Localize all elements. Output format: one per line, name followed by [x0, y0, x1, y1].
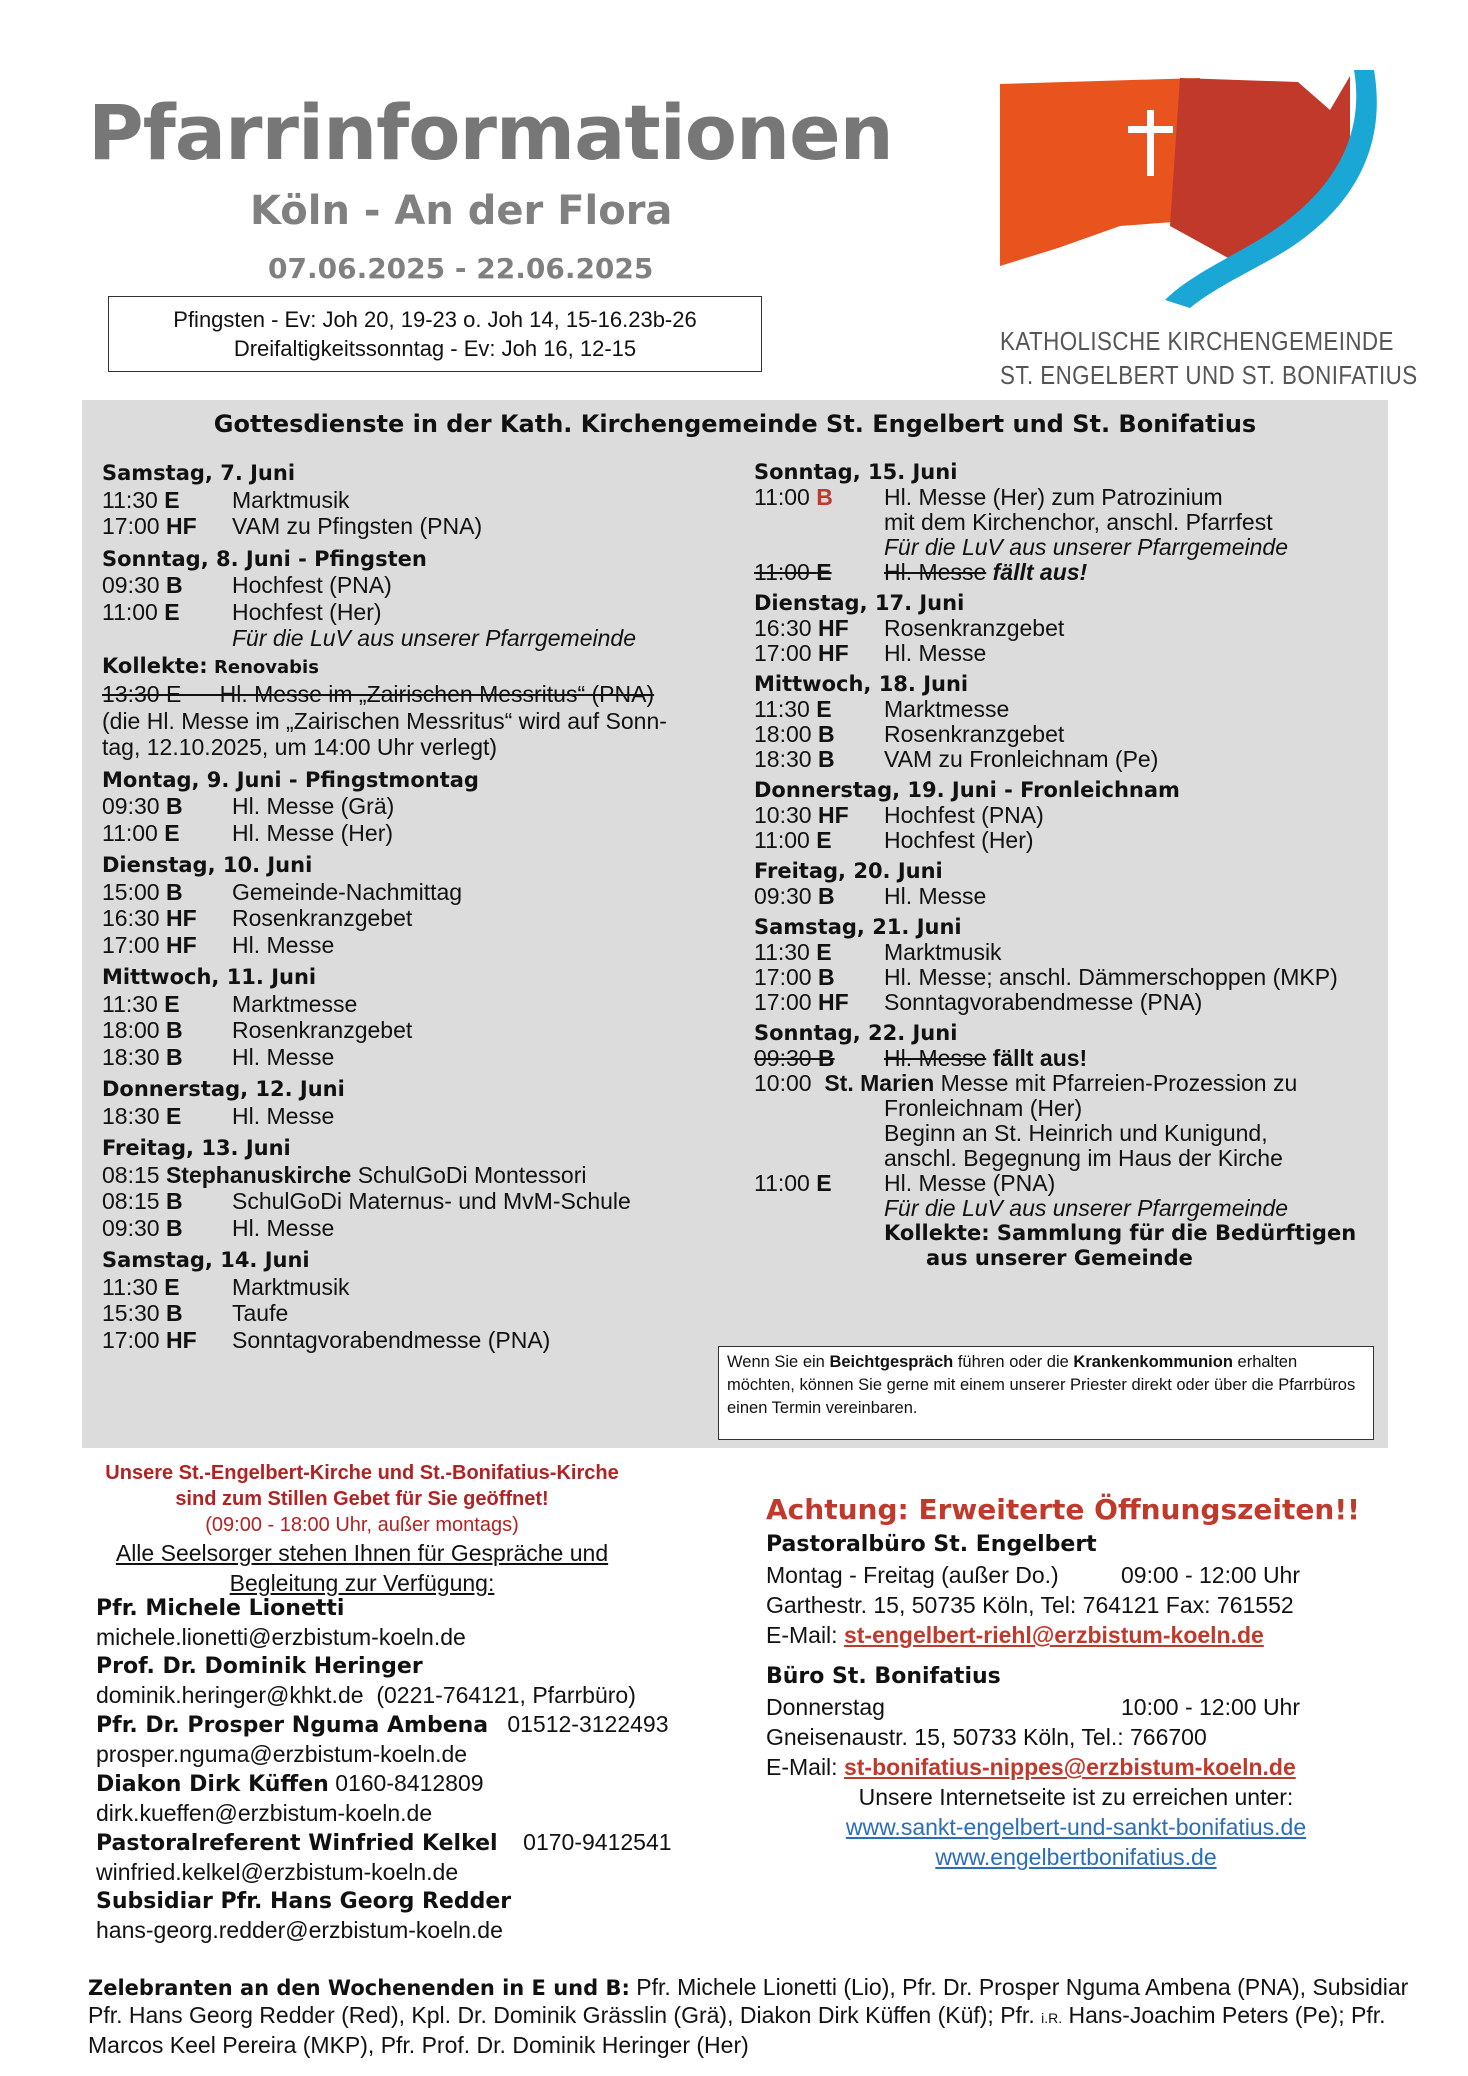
day-heading: Samstag, 21. Juni	[754, 915, 962, 939]
day-block	[102, 1247, 742, 1353]
service-row: 18:00 B Rosenkranzgebet	[102, 1017, 413, 1043]
contact-phone: 0170-9412541	[523, 1829, 672, 1855]
office-address: Gneisenaustr. 15, 50733 Köln, Tel.: 766700	[766, 1724, 1207, 1750]
service-row: 10:30 HF Hochfest (PNA)	[754, 802, 1044, 828]
day-block	[754, 859, 1384, 909]
service-row: 11:30 E Marktmesse	[754, 696, 1010, 722]
office-name: Büro St. Bonifatius	[766, 1664, 1001, 1689]
service-row: 11:30 E Marktmesse	[102, 990, 358, 1017]
day-heading: Montag, 9. Juni - Pfingstmontag	[102, 767, 479, 792]
website-link[interactable]: www.engelbertbonifatius.de	[935, 1844, 1217, 1870]
office-email-row: E-Mail: st-bonifatius-nippes@erzbistum-koeln.de	[766, 1754, 1296, 1780]
service-row: 09:30 B Hl. Messe (Grä)	[102, 793, 395, 819]
page-title: Pfarrinformationen	[88, 88, 893, 177]
day-heading: Freitag, 20. Juni	[754, 859, 943, 883]
service-row: 11:00 E Hochfest (Her)	[754, 827, 1034, 853]
service-row: 11:00 E Hochfest (Her)	[102, 598, 382, 625]
cancelled-service: 11:00 E Hl. Messe fällt aus!	[754, 559, 1088, 585]
contact-email[interactable]: prosper.nguma@erzbistum-koeln.de	[96, 1741, 468, 1767]
parish-logo-icon	[1000, 70, 1400, 310]
logo-text-line: ST. ENGELBERT UND ST. BONIFATIUS	[1000, 360, 1418, 390]
logo-cross-vertical	[1147, 110, 1154, 176]
day-heading: Mittwoch, 11. Juni	[102, 965, 317, 989]
service-row: 18:00 B Rosenkranzgebet	[754, 721, 1065, 747]
day-heading: Mittwoch, 18. Juni	[754, 672, 969, 696]
service-note: Beginn an St. Heinrich und Kunigund,	[884, 1120, 1268, 1146]
office-name: Pastoralbüro St. Engelbert	[766, 1532, 1097, 1557]
day-heading: Sonntag, 15. Juni	[754, 460, 958, 484]
service-row: 08:15 Stephanuskirche SchulGoDi Montessori	[102, 1161, 587, 1188]
office-info	[766, 1490, 1386, 1872]
collection: Kollekte: Sammlung für die Bedürftigen	[884, 1221, 1357, 1245]
service-row: 11:00 E Hl. Messe (Her)	[102, 819, 394, 846]
service-row: 17:00 HF Hl. Messe	[102, 931, 335, 958]
day-block	[754, 1021, 1384, 1271]
service-row: 11:30 E Marktmusik	[102, 486, 350, 513]
day-heading: Donnerstag, 19. Juni - Fronleichnam	[754, 778, 1180, 802]
services-title: Gottesdienste in der Kath. Kirchengemeinde St. Engelbert und St. Bonifatius	[213, 410, 1257, 438]
celebrants-note: Zelebranten an den Wochenenden in E und B: Pfr. Michele Lionetti (Lio), Pfr. Dr. Prosper Nguma Ambena (PNA), Subsidiar Pfr. Hans Georg Redder (Red), Kpl. Dr. Dominik Grässlin (Grä), Diakon Dirk Küffen (Küf); Pfr. i.R. Hans-Joachim Peters (Pe); Pfr. Marcos Keel Pereira (MKP), Pfr. Prof. Dr. Dominik Heringer (Her)	[88, 1974, 1409, 2058]
pastoral-note: Begleitung zur Verfügung:	[229, 1570, 495, 1596]
service-row: 10:00 St. Marien Messe mit Pfarreien-Prozession zu	[754, 1070, 1298, 1096]
service-note: Für die LuV aus unserer Pfarrgemeinde	[232, 625, 636, 651]
contact-email[interactable]: dominik.heringer@khkt.de	[96, 1682, 364, 1708]
service-row: 09:30 B Hl. Messe	[102, 1214, 335, 1241]
day-block	[754, 591, 1384, 666]
day-heading: Sonntag, 8. Juni - Pfingsten	[102, 546, 427, 571]
service-row: 17:00 HF VAM zu Pfingsten (PNA)	[102, 513, 483, 539]
service-row: 11:00 B Hl. Messe (Her) zum Patrozinium	[754, 484, 1223, 510]
day-block	[102, 546, 742, 761]
service-row: 17:00 HF Hl. Messe	[754, 640, 987, 666]
service-row: 18:30 E Hl. Messe	[102, 1102, 335, 1129]
moved-note: tag, 12.10.2025, um 14:00 Uhr verlegt)	[102, 734, 498, 760]
contact-name: Pastoralreferent Winfried Kelkel	[96, 1831, 498, 1856]
office-email-link[interactable]: st-engelbert-riehl@erzbistum-koeln.de	[843, 1622, 1264, 1648]
services-right-column	[754, 454, 1384, 1271]
day-block	[102, 964, 742, 1070]
office-email-link[interactable]: st-bonifatius-nippes@erzbistum-koeln.de	[843, 1754, 1296, 1780]
contact-phone: 01512-3122493	[507, 1711, 669, 1737]
celebrants-label: Zelebranten an den Wochenenden in E und B:	[88, 1976, 630, 2000]
services-panel	[82, 400, 1388, 1448]
contact-name-row	[96, 1769, 716, 1799]
collection: aus unserer Gemeinde	[926, 1246, 1193, 1270]
day-heading: Samstag, 14. Juni	[102, 1248, 310, 1272]
moved-note: (die Hl. Messe im „Zairischen Messritus“ wird auf Sonn-	[102, 707, 667, 734]
church-open-line: Unsere St.-Engelbert-Kirche und St.-Bonifatius-Kirche	[105, 1462, 619, 1484]
service-row: 11:30 E Marktmusik	[102, 1273, 350, 1300]
day-heading: Freitag, 13. Juni	[102, 1136, 291, 1160]
service-row: 18:30 B VAM zu Fronleichnam (Pe)	[754, 746, 1159, 772]
gospel-line: Pfingsten - Ev: Joh 20, 19-23 o. Joh 14, 15-16.23b-26	[173, 307, 697, 332]
cancelled-service: 13:30 E Hl. Messe im „Zairischen Messritus“ (PNA)	[102, 681, 655, 707]
day-block	[754, 778, 1384, 853]
pastoral-contacts	[96, 1594, 716, 1945]
office-hours-row: Montag - Freitag (außer Do.) 09:00 - 12:00 Uhr	[766, 1562, 1301, 1588]
day-block	[754, 460, 1384, 585]
services-left-column	[102, 454, 742, 1353]
contact-email-row	[96, 1681, 716, 1710]
logo-text-line: KATHOLISCHE KIRCHENGEMEINDE	[1000, 326, 1394, 356]
office-headline: Achtung: Erweiterte Öffnungszeiten!!	[766, 1493, 1360, 1526]
contact-name-row	[96, 1710, 716, 1740]
contact-name: Prof. Dr. Dominik Heringer	[96, 1654, 423, 1679]
service-note: Fronleichnam (Her)	[884, 1095, 1083, 1121]
gospel-box	[108, 296, 762, 372]
day-heading: Dienstag, 10. Juni	[102, 853, 313, 877]
service-row: 11:30 E Marktmusik	[754, 939, 1002, 965]
service-note: Für die LuV aus unserer Pfarrgemeinde	[884, 1195, 1288, 1221]
day-block	[102, 767, 742, 847]
day-block	[754, 915, 1384, 1015]
contact-name: Subsidiar Pfr. Hans Georg Redder	[96, 1889, 512, 1914]
service-row: 08:15 B SchulGoDi Maternus- und MvM-Schule	[102, 1188, 631, 1214]
church-open-hours: (09:00 - 18:00 Uhr, außer montags)	[205, 1514, 519, 1536]
service-note: Für die LuV aus unserer Pfarrgemeinde	[884, 534, 1288, 560]
contact-email[interactable]: michele.lionetti@erzbistum-koeln.de	[96, 1624, 466, 1650]
service-note: mit dem Kirchenchor, anschl. Pfarrfest	[884, 509, 1273, 535]
logo-orange-shape	[1000, 78, 1200, 266]
contact-email[interactable]: winfried.kelkel@erzbistum-koeln.de	[96, 1859, 459, 1885]
service-row: 09:30 B Hochfest (PNA)	[102, 572, 392, 598]
service-row: 16:30 HF Rosenkranzgebet	[754, 615, 1065, 641]
service-note: anschl. Begegnung im Haus der Kirche	[884, 1145, 1283, 1171]
gospel-line: Dreifaltigkeitssonntag - Ev: Joh 16, 12-15	[233, 336, 637, 361]
website-intro: Unsere Internetseite ist zu erreichen unter:	[858, 1784, 1294, 1810]
service-row: 16:30 HF Rosenkranzgebet	[102, 905, 413, 931]
contact-phone: (0221-764121, Pfarrbüro)	[376, 1682, 636, 1708]
contact-name-row	[96, 1828, 716, 1858]
cancelled-service: 09:30 B Hl. Messe fällt aus!	[754, 1045, 1088, 1071]
contact-name: Diakon Dirk Küffen	[96, 1772, 329, 1797]
day-heading: Samstag, 7. Juni	[102, 461, 296, 485]
day-block	[102, 1076, 742, 1129]
logo-cross-horizontal	[1128, 126, 1173, 133]
page-subtitle: Köln - An der Flora	[250, 188, 673, 234]
confession-note-box: Wenn Sie ein Beichtgespräch führen oder die Krankenkommunion erhalten möchten, können Sie gerne mit einem unserer Priester direkt oder über die Pfarrbüros einen Termin vereinbaren.	[718, 1346, 1374, 1440]
office-hours-row: Donnerstag 10:00 - 12:00 Uhr	[766, 1694, 1301, 1720]
day-block	[102, 852, 742, 958]
church-open-notice	[82, 1460, 642, 1598]
contact-phone: 0160-8412809	[335, 1770, 484, 1796]
service-row: 17:00 B Hl. Messe; anschl. Dämmerschoppen (MKP)	[754, 964, 1338, 990]
office-address: Garthestr. 15, 50735 Köln, Tel: 764121 Fax: 761552	[766, 1592, 1294, 1618]
pastoral-note: Alle Seelsorger stehen Ihnen für Gespräche und	[115, 1540, 609, 1566]
date-range: 07.06.2025 - 22.06.2025	[268, 252, 654, 285]
contact-name: Pfr. Michele Lionetti	[96, 1596, 345, 1621]
contact-email[interactable]: hans-georg.redder@erzbistum-koeln.de	[96, 1917, 503, 1943]
service-row: 17:00 HF Sonntagvorabendmesse (PNA)	[102, 1326, 551, 1353]
day-block	[754, 672, 1384, 772]
contact-email[interactable]: dirk.kueffen@erzbistum-koeln.de	[96, 1800, 433, 1826]
parish-logo-text	[1000, 324, 1418, 392]
service-row: 17:00 HF Sonntagvorabendmesse (PNA)	[754, 989, 1203, 1015]
church-open-line: sind zum Stillen Gebet für Sie geöffnet!	[175, 1488, 549, 1510]
service-row: 11:00 E Hl. Messe (PNA)	[754, 1170, 1056, 1196]
day-heading: Sonntag, 22. Juni	[754, 1021, 958, 1045]
day-heading: Donnerstag, 12. Juni	[102, 1077, 345, 1101]
service-row: 09:30 B Hl. Messe	[754, 883, 987, 909]
service-row: 18:30 B Hl. Messe	[102, 1043, 335, 1070]
office-email-row: E-Mail: st-engelbert-riehl@erzbistum-koeln.de	[766, 1622, 1264, 1648]
contact-name: Pfr. Dr. Prosper Nguma Ambena	[96, 1713, 489, 1738]
day-block	[102, 1135, 742, 1241]
website-link[interactable]: www.sankt-engelbert-und-sankt-bonifatius.de	[845, 1814, 1307, 1840]
day-heading: Dienstag, 17. Juni	[754, 591, 965, 615]
service-row: 15:00 B Gemeinde-Nachmittag	[102, 878, 463, 905]
collection: Kollekte: Renovabis	[102, 653, 319, 678]
day-block	[102, 460, 742, 540]
service-row: 15:30 B Taufe	[102, 1300, 289, 1326]
